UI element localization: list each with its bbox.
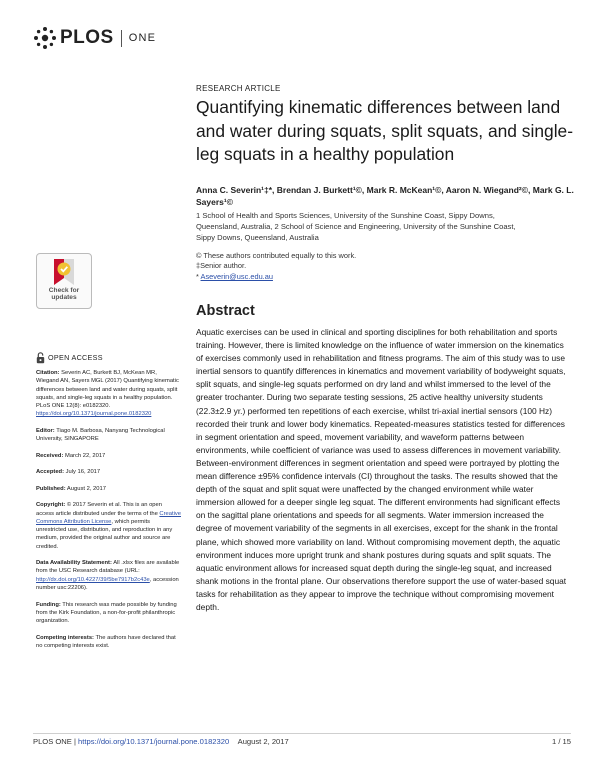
- senior-author-note: ‡Senior author.: [196, 261, 247, 271]
- copyright-text-end: , which permits unrestricted use, distribution, and reproduction in any medium, provided the original author and source are credited.: [36, 518, 173, 550]
- editor-label: Editor:: [36, 427, 55, 434]
- funding-text: This research was made possible by funding from the Kirk Foundation, a non-for-profit philanthropic organization.: [36, 601, 177, 625]
- email-prefix: *: [196, 271, 201, 281]
- competing-interests-text: The authors have declared that no competing interests exist.: [36, 634, 176, 649]
- funding-label: Funding:: [36, 601, 61, 608]
- equal-contribution-note: © These authors contributed equally to this work.: [196, 251, 357, 260]
- citation-text: Severin AC, Burkett BJ, McKean MR, Wiegand AN, Sayers MGL (2017) Quantifying kinematic differences between land and water during squats, split squats, and single-leg squats in a healthy population. PLoS ONE 12(8): e0182320.: [36, 370, 179, 410]
- abstract-text: Aquatic exercises can be used in clinical and sporting disciplines for both rehabilitation and sports training. However, there is limited knowledge on the influence of water immersion on the kinematics of exercises commonly used in rehabilitation and fitness programs. The aim of this study was to use inertial sensors to quantify differences in kinematics and movement variability of bodyweight squats, split squats, and single-leg squats performed on dry land and whilst immersed to the level of the greater trochanter. During two separate testing sessions, 25 active healthy university students (22.3±2.9 yr.) performed ten repetitions of each exercise, whilst tri-axial inertial sensors (100 Hz) recorded their trunk and lower body kinematics. Repeated-measures statistics tested for differences in segment orientation and speed, movement variability, and waveform patterns between environments, while coefficient of variance was used to assess differences in movement variability. Between-environment differences in segment orientation and speed were portrayed by plotting the mean difference ±95% confidence intervals (CI) throughout the tasks. The results showed that the depth of the squat and split squat were unaffected by the changed environment while water immersion allowed for a deeper single leg squat. The different environments had significant effects on the sagittal plane orientations and speeds for all segments. Water immersion increased the degree of movement variability of the segments in all exercises, except for the shank in the frontal plane, which showed more variability on land. Without compromising movement depth, the aquatic environment induces more upright trunk and shank postures during squats and split squats. The aquatic environment allows for increased squat depth during the single-leg squat, and increased shank motions in the frontal plane. Our observations therefore support the use of water-based squat tasks for rehabilitation as they appear to improve the technique without compromising movement depth.: [196, 327, 567, 612]
- corresponding-email-line: [196, 272, 496, 282]
- copyright-label: Copyright:: [36, 502, 66, 509]
- citation-label: Citation:: [36, 370, 60, 376]
- competing-interests-block: [36, 634, 181, 651]
- plos-logo-icon: [33, 26, 57, 50]
- citation-doi-link[interactable]: https://doi.org/10.1371/journal.pone.0182320: [36, 411, 152, 418]
- editor-block: [36, 427, 181, 444]
- journal-name: PLOS: [60, 27, 114, 48]
- page-number: 1 / 15: [552, 737, 571, 746]
- article-type: RESEARCH ARTICLE: [196, 84, 281, 93]
- footer-left: [33, 737, 289, 746]
- data-availability-block: [36, 559, 181, 592]
- journal-logo[interactable]: [33, 25, 156, 51]
- copyright-block: [36, 501, 181, 551]
- badge-label: [37, 287, 91, 302]
- footer-divider: [33, 733, 571, 734]
- footer-date: August 2, 2017: [237, 737, 289, 746]
- received-label: Received:: [36, 452, 64, 459]
- data-availability-label: Data Availability Statement:: [36, 560, 112, 567]
- corresponding-email-link[interactable]: Aseverin@usc.edu.au: [200, 271, 273, 281]
- affiliations: 1 School of Health and Sports Sciences, University of the Sunshine Coast, Sippy Downs, Queensland, Australia, 2 School of Science and Engineering, University of the Sunshine Coast, Sippy Downs, Queensland, Australia: [196, 211, 516, 242]
- footer-separator: |: [71, 737, 79, 746]
- funding-block: [36, 601, 181, 626]
- published-date: August 2, 2017: [65, 485, 106, 492]
- open-access-text: OPEN ACCESS: [48, 352, 103, 362]
- open-access-label: [36, 352, 181, 364]
- journal-subname: ONE: [128, 32, 157, 44]
- author-list: Anna C. Severin¹‡*, Brendan J. Burkett¹©, Mark R. McKean¹©, Aaron N. Wiegand²©, Mark G. L. Sayers¹©: [196, 185, 574, 207]
- footer-doi-link[interactable]: https://doi.org/10.1371/journal.pone.0182320: [78, 737, 230, 746]
- data-availability-text: All .xlsx files are available from the USC Research database (URL:: [36, 560, 180, 575]
- received-block: [36, 452, 181, 460]
- data-availability-link[interactable]: http://dx.doi.org/10.4227/39/5be7917b2c43e: [36, 576, 150, 583]
- badge-line-1: Check for: [48, 287, 80, 294]
- copyright-text: © 2017 Severin et al. This is an open access article distributed under the terms of the: [36, 502, 162, 517]
- article-title: Quantifying kinematic differences between land and water during squats, split squats, and single-leg squats in a healthy population: [196, 97, 574, 164]
- editor-text: Tiago M. Barbosa, Nanyang Technological University, SINGAPORE: [36, 427, 165, 443]
- footer-journal: PLOS ONE: [33, 737, 72, 746]
- citation-block: [36, 369, 181, 419]
- logo-divider: [121, 30, 122, 47]
- published-block: [36, 485, 181, 493]
- received-date: March 22, 2017: [63, 452, 106, 459]
- article-info-sidebar: [36, 352, 181, 658]
- accepted-label: Accepted:: [36, 469, 65, 476]
- competing-interests-label: Competing interests:: [36, 634, 94, 641]
- badge-line-2: updates: [51, 294, 77, 302]
- abstract-heading: Abstract: [196, 303, 255, 319]
- accepted-date: July 16, 2017: [64, 469, 101, 476]
- license-link[interactable]: Creative Commons Attribution License: [36, 510, 181, 525]
- accepted-block: [36, 468, 181, 476]
- author-notes: [196, 251, 496, 282]
- bookmark-icon: [51, 258, 77, 286]
- data-availability-text-end: , accession number usc:22206).: [36, 576, 179, 592]
- check-for-updates-badge[interactable]: [36, 253, 92, 309]
- open-lock-icon: [36, 352, 45, 364]
- published-label: Published:: [36, 485, 66, 492]
